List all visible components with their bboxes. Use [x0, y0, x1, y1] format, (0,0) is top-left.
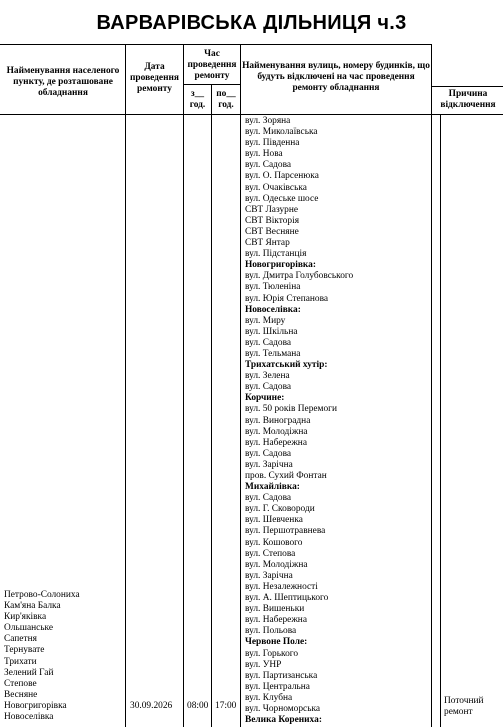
- street-item: вул. Підстанція: [245, 249, 307, 260]
- street-item: вул. Шевченка: [245, 515, 303, 526]
- street-item: вул. Молодіжна: [245, 426, 308, 437]
- street-item: вул. Південна: [245, 138, 300, 149]
- settlement-item: Кир'яківка: [4, 612, 47, 623]
- street-item: вул. Юрія Степанова: [245, 293, 329, 304]
- street-item: вул. Молодіжна: [245, 559, 308, 570]
- settlement-item: Ольшанське: [4, 623, 54, 634]
- page-title: ВАРВАРІВСЬКА ДІЛЬНИЦЯ ч.3: [96, 12, 407, 34]
- street-item: вул. Садова: [245, 160, 292, 171]
- street-item: вул. Садова: [245, 493, 292, 504]
- street-item: вул. Першотравнева: [245, 526, 326, 537]
- settlement-item: Трихати: [4, 656, 37, 667]
- street-item: СВТ Весняне: [245, 226, 299, 237]
- reason-header-top-border: [431, 86, 503, 87]
- street-item: вул. Кошового: [245, 537, 303, 548]
- street-item: вул. Незалежності: [245, 581, 318, 592]
- street-item: вул. Одеське шосе: [245, 193, 319, 204]
- street-item: СВТ Лазурне: [245, 204, 299, 215]
- street-list: [245, 116, 353, 726]
- village-heading: Корчине:: [245, 393, 285, 404]
- settlement-item: Тернувате: [4, 645, 45, 656]
- street-item: вул. Вишеньки: [245, 604, 305, 615]
- street-item: вул. Тюленіна: [245, 282, 301, 293]
- village-heading: Трихатський хутір:: [245, 360, 328, 371]
- street-item: вул. Садова: [245, 382, 292, 393]
- village-heading: Новогригорівка:: [245, 260, 316, 271]
- settlement-item: Степове: [4, 678, 37, 689]
- street-item: вул. Виноградна: [245, 415, 311, 426]
- settlement-item: Сапетня: [4, 634, 37, 645]
- street-item: вул. Нова: [245, 149, 283, 160]
- street-item: вул. Тельмана: [245, 348, 301, 359]
- col-border-3: [211, 85, 212, 727]
- street-item: вул. Зарічна: [245, 570, 293, 581]
- street-item: вул. Шкільна: [245, 326, 298, 337]
- repair-time-from: 08:00: [187, 701, 209, 711]
- village-heading: Велика Корениха:: [245, 715, 322, 726]
- header-streets: Найменування вулиць, номеру будинків, що будуть відключені на час проведення ремонту обладнання: [242, 61, 430, 93]
- col-border-5: [431, 44, 432, 727]
- street-item: вул. Чорноморська: [245, 703, 321, 714]
- village-heading: Новоселівка:: [245, 304, 301, 315]
- settlement-list: [4, 590, 80, 723]
- settlement-item: Зелений Гай: [4, 667, 54, 678]
- settlement-item: Новоселівка: [4, 712, 54, 723]
- street-item: вул. Зарічна: [245, 459, 293, 470]
- settlement-item: Петрово-Солониха: [4, 590, 80, 600]
- street-item: вул. УНР: [245, 659, 282, 670]
- street-item: вул. Очаківська: [245, 182, 307, 193]
- street-item: пров. Сухий Фонтан: [245, 471, 327, 481]
- reason-line-1: Поточний: [444, 696, 484, 706]
- repair-time-to: 17:00: [215, 701, 237, 711]
- street-item: вул. Польова: [245, 626, 297, 637]
- header-date: Дата проведення ремонту: [130, 62, 179, 94]
- street-item: вул. Зелена: [245, 371, 290, 382]
- street-item: вул. А. Шептицького: [245, 593, 329, 604]
- street-item: СВТ Вікторія: [245, 215, 300, 226]
- street-item: вул. Клубна: [245, 692, 293, 703]
- header-time-from: з__ год.: [189, 89, 206, 110]
- street-item: вул. Садова: [245, 448, 292, 459]
- street-item: вул. Степова: [245, 548, 296, 559]
- col-border-1: [125, 44, 126, 727]
- street-item: вул. Партизанська: [245, 670, 318, 681]
- street-item: вул. Г. Сковороди: [245, 504, 315, 515]
- street-item: вул. Миру: [245, 315, 286, 326]
- header-settlement: Найменування населеного пункту, де розташоване обладнання: [6, 66, 120, 98]
- street-item: СВТ Янтар: [245, 238, 290, 249]
- col-border-2: [183, 44, 184, 727]
- header-time-to: по__ год.: [216, 89, 236, 110]
- village-heading: Червоне Поле:: [245, 637, 308, 648]
- header-bottom-border: [0, 114, 503, 115]
- street-item: вул. Горького: [245, 648, 299, 659]
- street-item: вул. Миколаївська: [245, 127, 318, 138]
- street-item: вул. О. Парсенюка: [245, 171, 319, 182]
- settlement-item: Новогригорівка: [4, 700, 67, 711]
- header-reason: Причина відключення: [440, 89, 496, 110]
- header-time: Час проведення ремонту: [187, 49, 237, 81]
- repair-date: 30.09.2026: [130, 701, 173, 711]
- col-border-6: [440, 114, 441, 727]
- village-heading: Михайлівка:: [245, 482, 300, 493]
- street-item: вул. Набережна: [245, 437, 307, 448]
- street-item: вул. Центральна: [245, 681, 310, 692]
- settlement-item: Кам'яна Балка: [4, 601, 61, 612]
- street-item: вул. 50 років Перемоги: [245, 404, 338, 415]
- street-item: вул. Садова: [245, 337, 292, 348]
- street-item: вул. Дмитра Голубовського: [245, 271, 354, 282]
- street-item: вул. Зоряна: [245, 116, 291, 126]
- street-item: вул. Набережна: [245, 615, 307, 626]
- settlement-item: Весняне: [4, 689, 38, 700]
- table-top-border: [0, 44, 431, 45]
- reason-line-2: ремонт: [444, 707, 473, 717]
- col-border-4: [240, 44, 241, 727]
